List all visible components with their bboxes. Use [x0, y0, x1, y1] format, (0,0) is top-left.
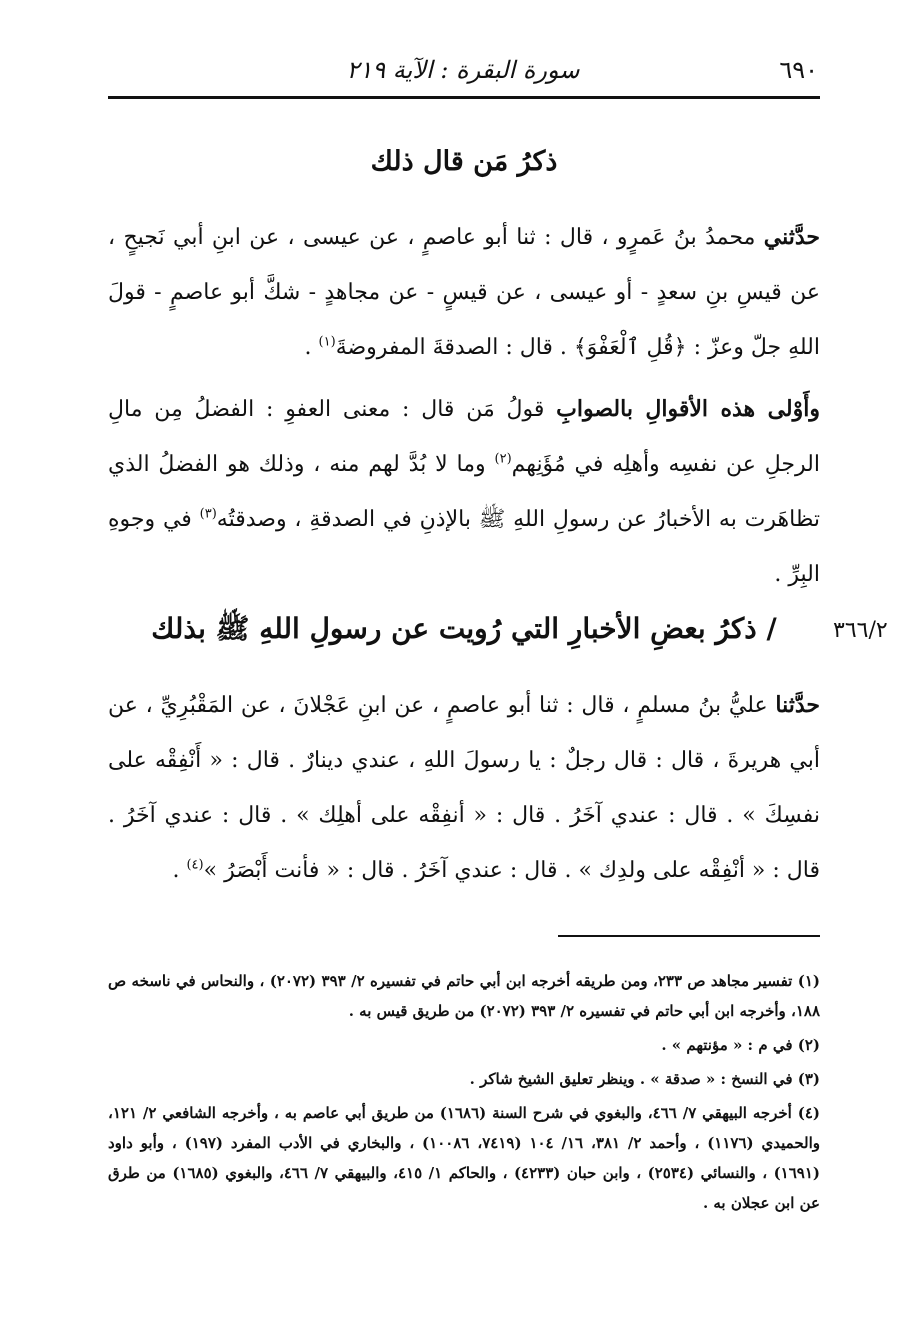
- footnote-1: (١) تفسير مجاهد ص ٢٣٣، ومن طريقه أخرجه ابن أبي حاتم في تفسيره ٢/ ٣٩٣ (٢٠٧٢) ، والنحاس في ناسخه ص ١٨٨، وأخرجه ابن أبي حاتم في تفسيره ٢/ ٣٩٣ (٢٠٧٢) من طريق قيس به .: [108, 972, 820, 1020]
- paragraph-2-text-b: وما لا بُدَّ لهم منه ، وذلك هو الفضلُ الذي تظاهَرت به الأخبارُ عن رسولِ اللهِ ﷺ بالإذنِ في الصدقةِ ، وصدقتُه: [108, 452, 820, 532]
- section-heading-2: / ذكرُ بعضِ الأخبارِ التي رُويت عن رسولِ اللهِ ﷺ بذلك: [151, 612, 777, 645]
- footnote-ref-3: (٣): [199, 506, 217, 522]
- paragraph-1-lead: حدَّثني: [763, 224, 821, 250]
- paragraph-1-text: محمدُ بنُ عَمرٍو ، قال : ثنا أبو عاصمٍ ، عن عيسى ، عن ابنِ أبي نَجيحٍ ، عن قيسِ بنِ سعدٍ - أو عيسى ، عن قيسٍ - عن مجاهدٍ - شكَّ أبو عاصمٍ - قولَ اللهِ جلّ وعزّ : ﴿قُلِ ٱلْعَفْوَ﴾ . قال : الصدقةَ المفروضةَ: [108, 225, 820, 360]
- footnote-3: (٣) في النسخ : « صدقة » . وينظر تعليق الشيخ شاكر .: [469, 1070, 820, 1088]
- footnote-4: (٤) أخرجه البيهقي ٧/ ٤٦٦، والبغوي في شرح السنة (١٦٨٦) من طريق أبي عاصم به ، وأخرجه الشافعي ٢/ ١٢١، والحميدي (١١٧٦) ، وأحمد ٢/ ٣٨١، ١٦/ ١٠٤ (٧٤١٩، ١٠٠٨٦) ، والبخاري في الأدب المفرد (١٩٧) ، وأبو داود (١٦٩١) ، والنسائي (٢٥٣٤) ، وابن حبان (٤٢٣٣) ، والحاكم ١/ ٤١٥، والبيهقي ٧/ ٤٦٦، والبغوي (١٦٨٥) من طرق عن ابن عجلان به .: [108, 1104, 821, 1212]
- running-title: سورة البقرة : الآية ٢١٩: [346, 56, 580, 84]
- section-heading-1: ذكرُ مَن قال ذلك: [370, 146, 558, 177]
- footnotes: [108, 966, 820, 1222]
- paragraph-3-lead: حدَّثنا: [775, 692, 820, 718]
- header-rule: [108, 96, 820, 99]
- paragraph-2-text-c: في وجوهِ البِرِّ .: [108, 507, 820, 587]
- footnote-ref-1: (١): [318, 334, 336, 350]
- paragraph-2-lead: وأَوْلى هذه الأقوالِ بالصوابِ: [556, 396, 820, 422]
- footnote-ref-2: (٢): [494, 451, 512, 467]
- page-number: ٦٩٠: [779, 56, 818, 84]
- paragraph-1: [108, 210, 820, 375]
- paragraph-2-text-a: قولُ مَن قال : معنى العفوِ : الفضلُ مِن مالِ الرجلِ عن نفسِه وأهلِه في مُؤَنِهم: [108, 397, 820, 477]
- paragraph-1-end: .: [304, 335, 319, 360]
- footnote-rule: [558, 935, 820, 937]
- running-head: [108, 52, 818, 96]
- footnote-ref-4: (٤): [186, 857, 204, 873]
- paragraph-3-text: عليُّ بنُ مسلمٍ ، قال : ثنا أبو عاصمٍ ، عن ابنِ عَجْلانَ ، عن المَقْبُرِيِّ ، عن أبي هريرةَ ، قال : قال رجلٌ : يا رسولَ اللهِ ، عندي دينارٌ . قال : « أَنْفِقْه على نفسِكَ » . قال : عندي آخَرُ . قال : « أنفِقْه على أهلِك » . قال : عندي آخَرُ . قال : « أنْفِقْه على ولدِك » . قال : عندي آخَرُ . قال : « فأنت أَبْصَرُ »: [108, 693, 820, 883]
- paragraph-3: [108, 678, 820, 898]
- paragraph-2: [108, 382, 820, 602]
- marginal-reference: ٣٦٦/٢: [833, 618, 888, 643]
- footnote-2: (٢) في م : « مؤنتهم » .: [661, 1036, 820, 1054]
- paragraph-3-end: .: [172, 858, 187, 883]
